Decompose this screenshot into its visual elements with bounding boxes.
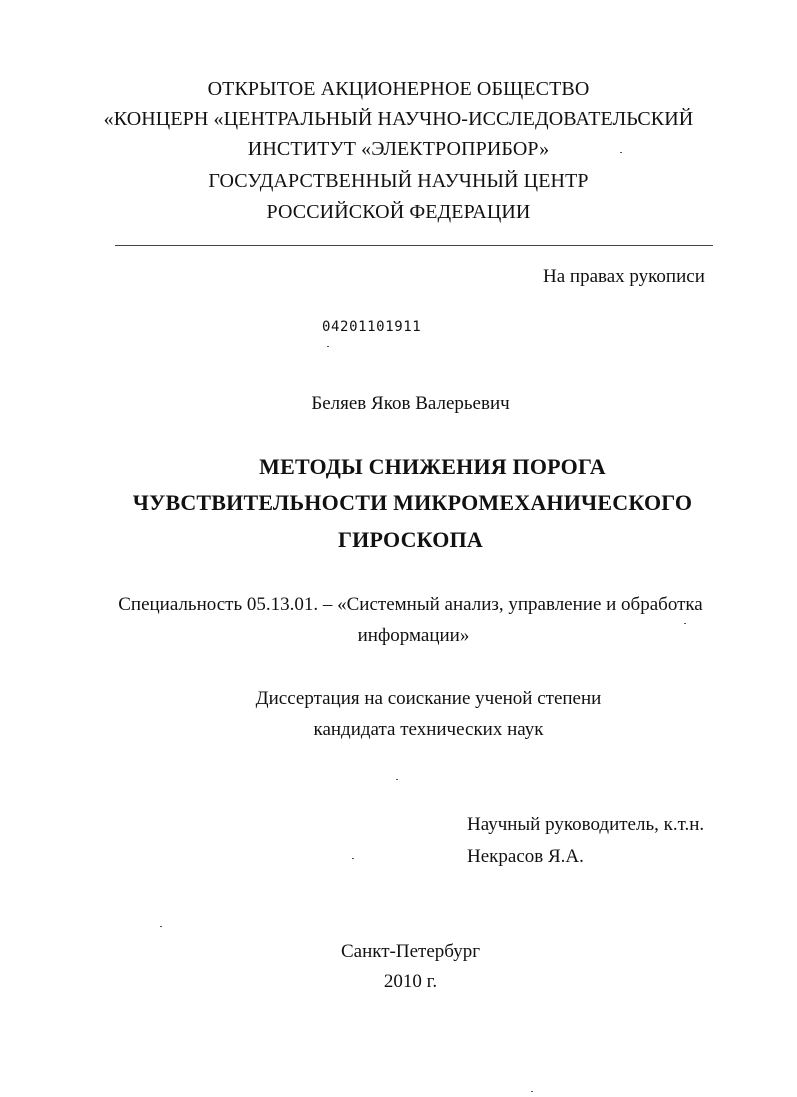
scan-speck xyxy=(352,858,354,859)
title-line-2: ЧУВСТВИТЕЛЬНОСТИ МИКРОМЕХАНИЧЕСКОГО xyxy=(132,490,693,515)
year: 2010 г. xyxy=(383,971,438,992)
manuscript-note: На правах рукописи xyxy=(543,266,705,287)
organization-line-3: ИНСТИТУТ «ЭЛЕКТРОПРИБОР» xyxy=(247,138,550,160)
organization-line-2: «КОНЦЕРН «ЦЕНТРАЛЬНЫЙ НАУЧНО-ИССЛЕДОВАТЕЛЬСКИЙ xyxy=(103,108,694,130)
supervisor-role: Научный руководитель, к.т.н. xyxy=(467,814,705,835)
organization-line-5: РОССИЙСКОЙ ФЕДЕРАЦИИ xyxy=(266,201,531,223)
registration-number: 04201101911 xyxy=(322,319,422,335)
degree-line-2: кандидата технических наук xyxy=(313,719,544,740)
specialty-line-1: Специальность 05.13.01. – «Системный анализ, управление и обработка xyxy=(118,594,703,615)
scan-speck xyxy=(160,926,162,927)
place: Санкт-Петербург xyxy=(340,941,480,962)
supervisor-name: Некрасов Я.А. xyxy=(467,846,584,867)
organization-line-1: ОТКРЫТОЕ АКЦИОНЕРНОЕ ОБЩЕСТВО xyxy=(207,78,590,100)
title-line-3: ГИРОСКОПА xyxy=(337,527,483,552)
scan-speck xyxy=(327,346,329,347)
specialty-line-2: информации» xyxy=(357,625,470,646)
header-divider xyxy=(115,245,713,246)
scan-speck xyxy=(620,152,622,153)
title-line-1: МЕТОДЫ СНИЖЕНИЯ ПОРОГА xyxy=(259,454,606,479)
degree-line-1: Диссертация на соискание ученой степени xyxy=(255,688,602,709)
scan-speck xyxy=(684,623,686,624)
organization-line-4: ГОСУДАРСТВЕННЫЙ НАУЧНЫЙ ЦЕНТР xyxy=(208,170,589,192)
author-name: Беляев Яков Валерьевич xyxy=(311,393,510,414)
scan-speck xyxy=(531,1091,533,1092)
scan-speck xyxy=(396,779,398,780)
